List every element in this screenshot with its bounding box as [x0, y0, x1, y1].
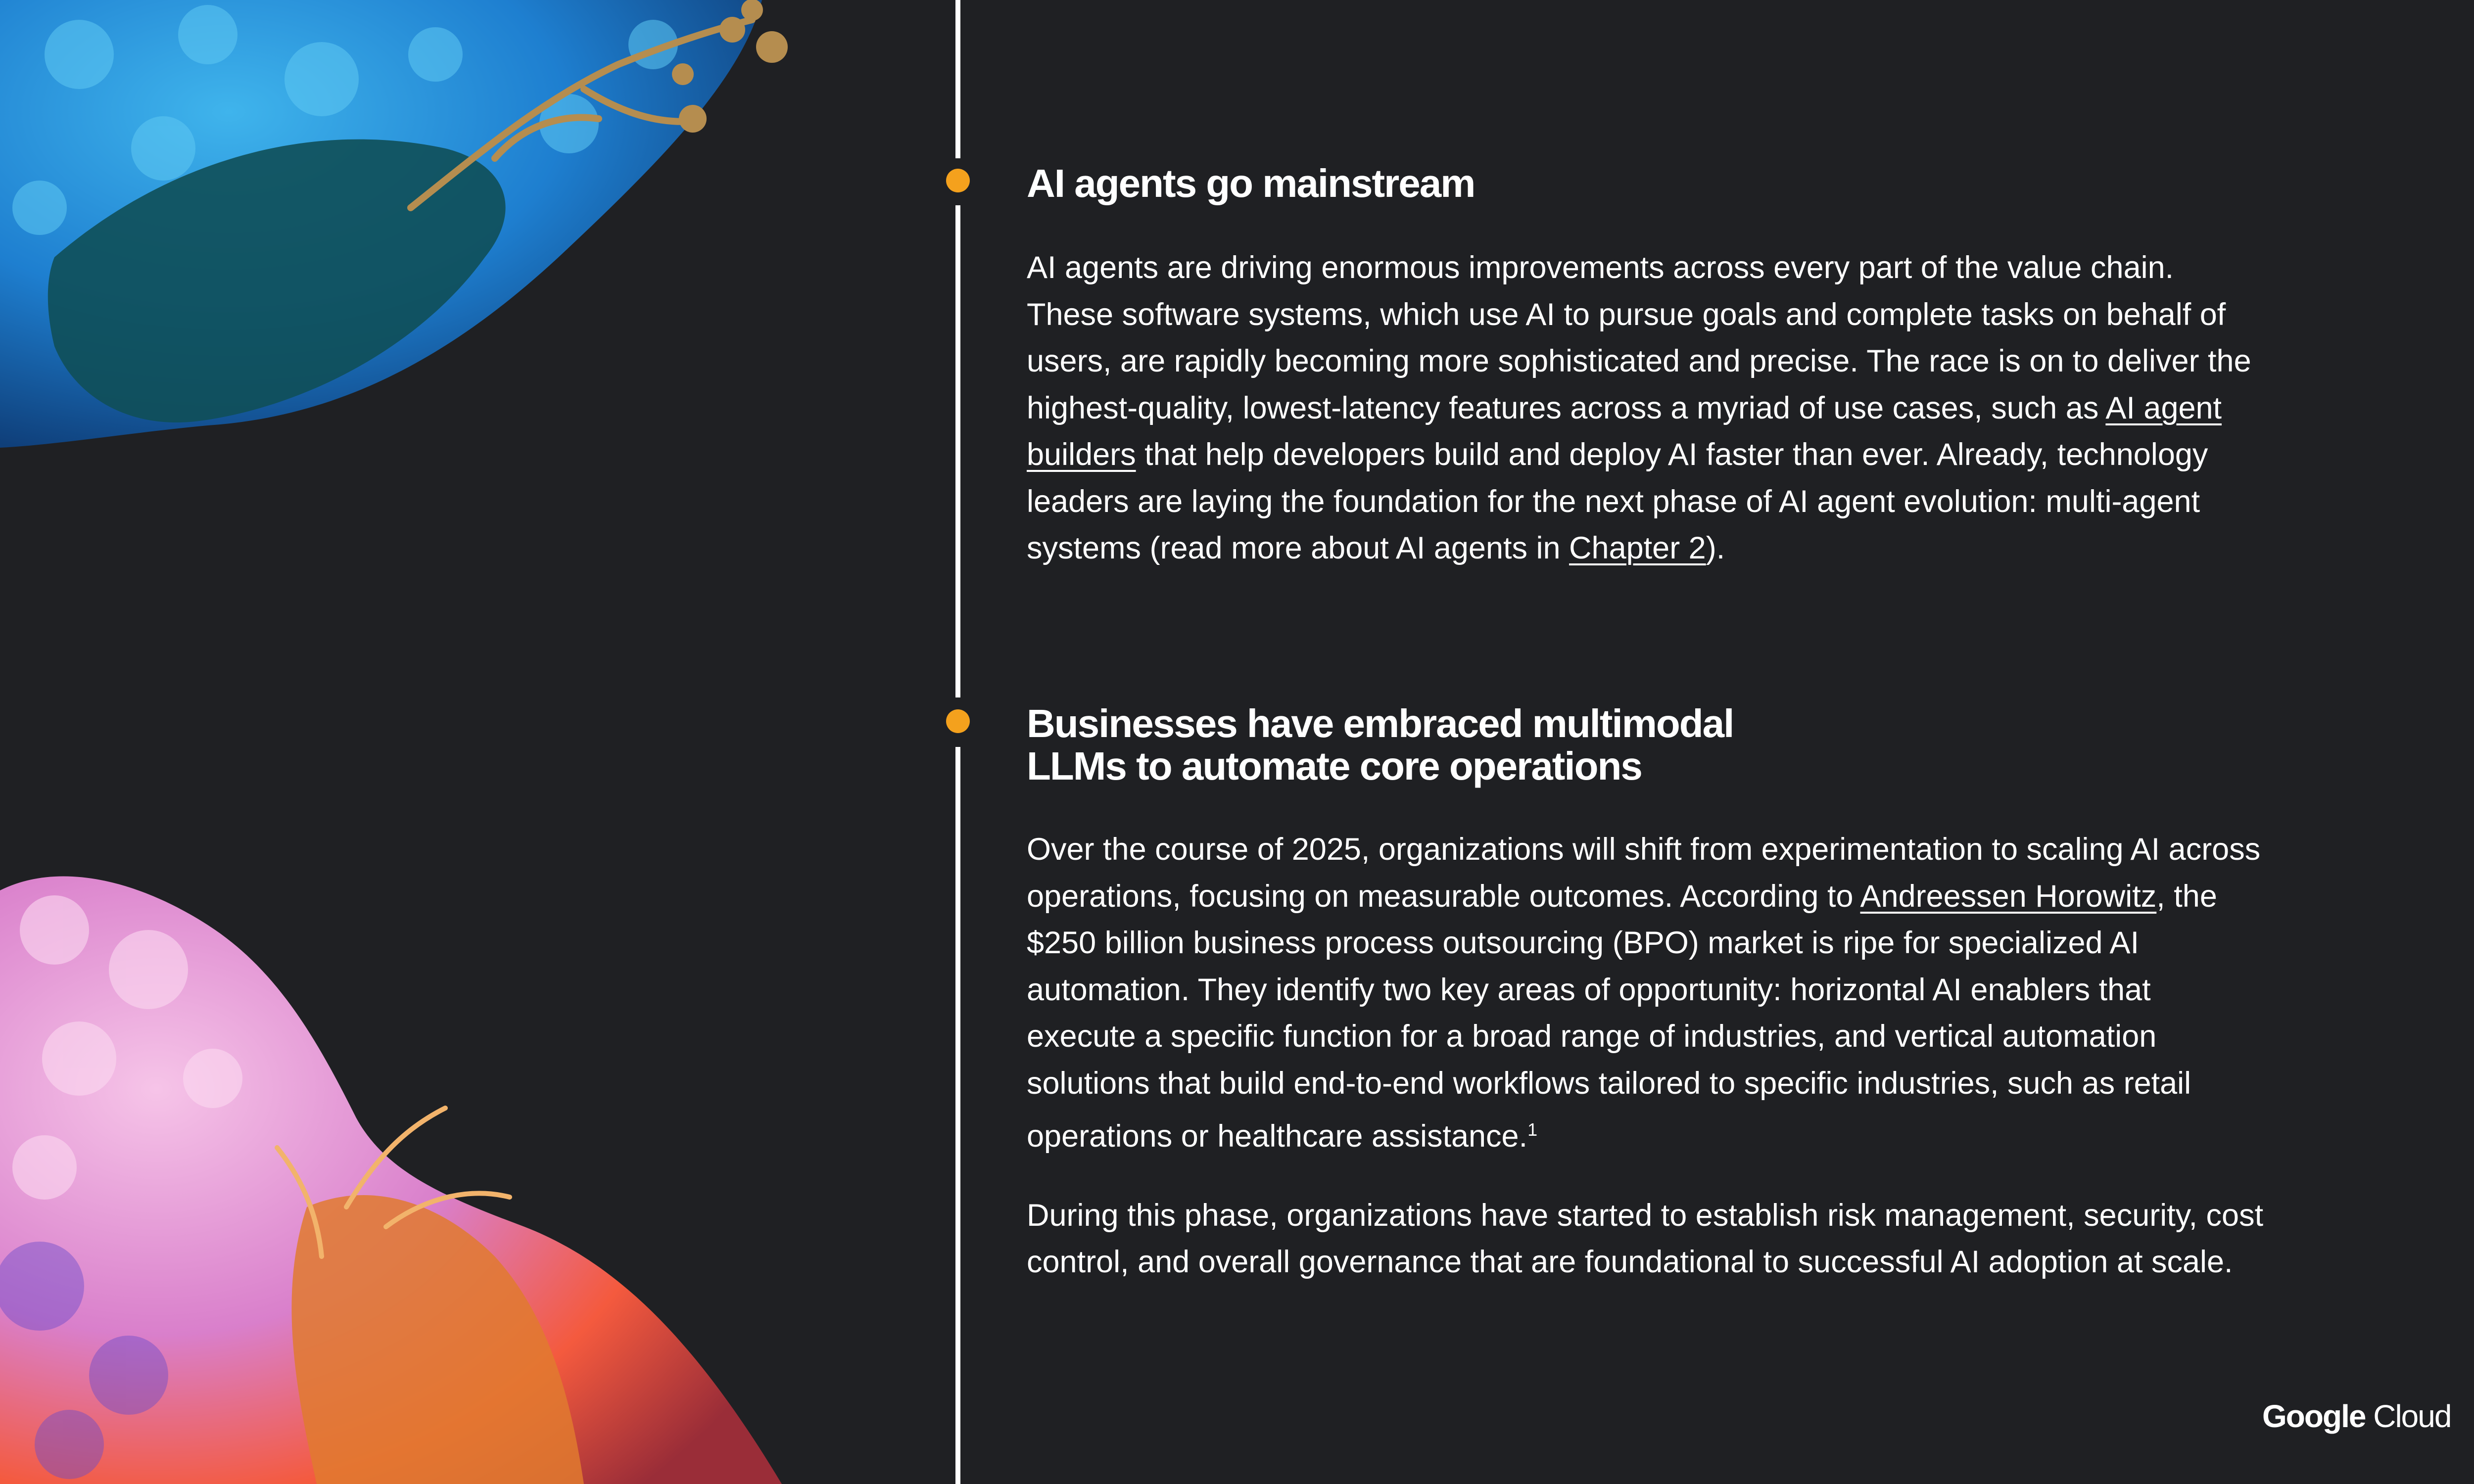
section-heading: Businesses have embraced multimodal LLMs to automate core operations [1027, 701, 1734, 788]
decorative-coral-image-top [0, 0, 841, 475]
paragraph [1027, 826, 2264, 1160]
paragraph [1027, 1192, 2264, 1286]
section-heading: AI agents go mainstream [1027, 161, 1475, 205]
timeline-dot [946, 709, 970, 733]
decorative-coral-image-bottom [0, 851, 841, 1484]
paragraph-text: AI agents are driving enormous improvements across every part of the value chain. These software systems, which use AI to pursue goals and complete tasks on behalf of users, are rapidly becoming more sophisticated and precise. The race is on to deliver the highest-quality, lowest-latency features across a myriad of use cases, such as [1027, 250, 2251, 425]
paragraph [1027, 244, 2264, 572]
footnote-marker[interactable]: 1 [1527, 1119, 1538, 1140]
google-cloud-logo [2262, 1396, 2451, 1436]
paragraph-text: Over the course of 2025, organizations will shift from experimentation to scaling AI across operations, focusing on measurable outcomes. According to [1027, 832, 2261, 914]
section-ai-agents [1027, 162, 2264, 572]
paragraph-text: During this phase, organizations have started to establish risk management, security, cost control, and overall governance that are foundational to successful AI adoption at scale. [1027, 1198, 2264, 1279]
chapter-2-link[interactable]: Chapter 2 [1569, 531, 1706, 565]
paragraph-text: , the $250 billion business process outsourcing (BPO) market is ripe for specialized AI automation. They identify two key areas of opportunity: horizontal AI enablers that execute a specific function for a broad range of industries, and vertical automation solutions that build end-to-end workflows tailored to specific industries, such as retail operations or healthcare assistance. [1027, 879, 2217, 1154]
paragraph-text: that help developers build and deploy AI faster than ever. Already, technology leaders are laying the foundation for the next phase of AI agent evolution: multi-agent systems (read more about AI agents in [1027, 437, 2208, 565]
section-multimodal-llms [1027, 702, 2264, 1286]
andreessen-horowitz-link[interactable]: Andreessen Horowitz [1860, 879, 2157, 914]
ai-agent-builders-link[interactable]: AI agent builders [1027, 390, 2222, 472]
logo-cloud-text: Cloud [2373, 1398, 2451, 1434]
paragraph-text: ). [1706, 531, 1725, 565]
logo-google-text: Google [2262, 1398, 2366, 1434]
timeline-dot [946, 169, 970, 192]
